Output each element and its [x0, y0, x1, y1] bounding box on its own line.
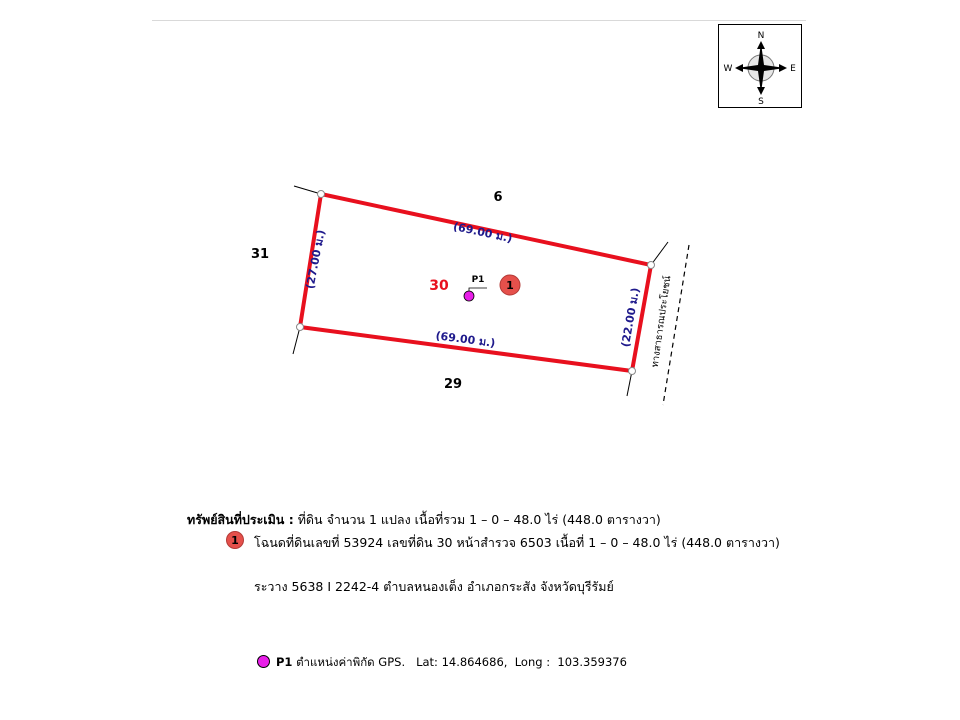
edge-length-north: (69.00 ม.) [451, 219, 514, 246]
public-road-line [663, 245, 689, 405]
gps-legend-text: ตำแหน่งค่าพิกัด GPS. Lat: 14.864686, Long : 103.359376 [296, 655, 627, 669]
compass-arrow-south [757, 87, 765, 95]
deed-text: โฉนดที่ดินเลขที่ 53924 เลขที่ดิน 30 หน้าสำรวจ 6503 เนื้อที่ 1 – 0 – 48.0 ไร่ (448.0 ตารางวา) [254, 535, 780, 550]
parcel-number-north: 6 [493, 190, 503, 205]
location-text: ระวาง 5638 I 2242-4 ตำบลหนองเต็ง อำเภอกระสัง จังหวัดบุรีรัมย์ [254, 579, 614, 594]
deed-marker-number: 1 [506, 279, 514, 292]
corner-peg-ne [648, 262, 655, 269]
corner-peg-sw [297, 324, 304, 331]
corner-peg-se [629, 368, 636, 375]
asset-label: ทรัพย์สินที่ประเมิน : [187, 512, 294, 527]
parcel-number-west: 31 [250, 247, 270, 262]
compass-east-label: E [790, 64, 796, 74]
edge-length-east: (22.00 ม.) [618, 286, 643, 349]
asset-summary: ที่ดิน จำนวน 1 แปลง เนื้อที่รวม 1 – 0 – 48.0 ไร่ (448.0 ตารางวา) [297, 512, 661, 527]
parcel-number-subject: 30 [429, 278, 449, 294]
compass-rose [718, 24, 802, 108]
corner-peg-nw [318, 191, 325, 198]
edge-length-west: (27.00 ม.) [303, 228, 328, 291]
gps-legend-label: P1 [276, 655, 293, 669]
compass-north-label: N [757, 31, 765, 41]
gps-point-label: P1 [471, 275, 485, 285]
gps-point-marker [464, 291, 474, 301]
boundary-extension-ne [651, 242, 668, 265]
boundary-extension-nw [294, 186, 321, 194]
compass-arrow-east [779, 64, 787, 72]
compass-needle [737, 43, 785, 93]
boundary-extension-sw [293, 327, 300, 354]
compass-south-label: S [758, 97, 764, 107]
public-road-label: ทางสาธารณประโยชน์ [649, 275, 674, 369]
compass-arrow-west [735, 64, 743, 72]
edge-length-south: (69.00 ม.) [434, 329, 497, 350]
parcel-number-south: 29 [443, 377, 463, 392]
compass-west-label: W [723, 64, 733, 74]
deed-badge: 1 [226, 531, 244, 549]
compass-arrow-north [757, 41, 765, 49]
